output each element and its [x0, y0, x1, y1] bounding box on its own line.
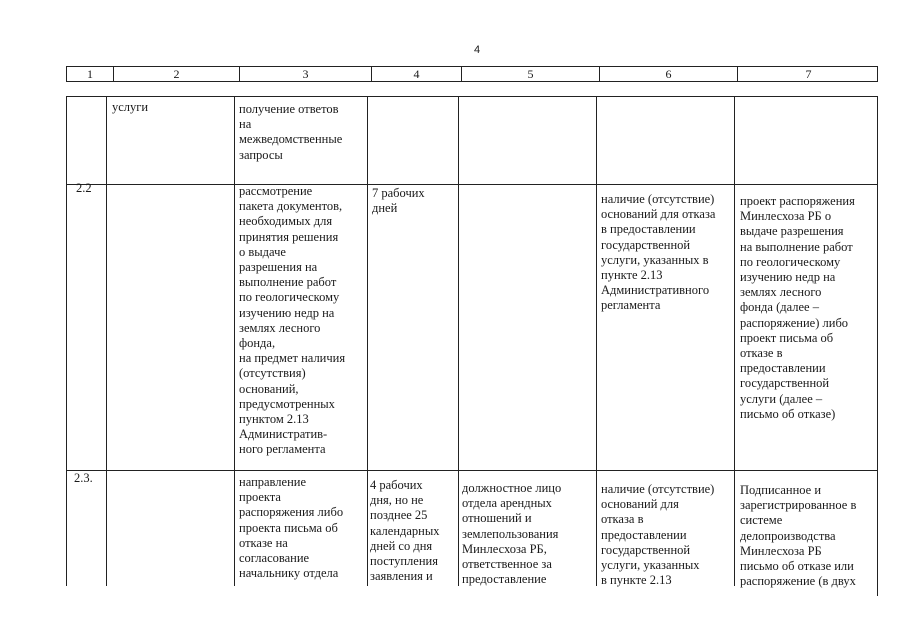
column-divider: [367, 96, 368, 586]
header-col-5: 5: [461, 67, 599, 81]
row3-col4: 4 рабочих дня, но не позднее 25 календарных дней со дня поступления заявления и: [370, 478, 440, 584]
column-number-header: [66, 66, 878, 82]
page-number: 4: [474, 44, 481, 56]
row-separator: [66, 470, 878, 471]
table-left-border: [66, 96, 67, 586]
row2-col7: проект распоряжения Минлесхоза РБ о выдаче разрешения на выполнение работ по геологическому изучению недр на землях лесного фонда (далее – распоряжение) либо проект письма об отказе в предоставлении государственной услуги (далее – письмо об отказе): [740, 194, 855, 421]
row2-number: 2.2: [76, 181, 92, 195]
column-divider: [106, 96, 107, 586]
header-col-1: 1: [87, 67, 93, 81]
column-divider: [734, 96, 735, 586]
row3-col5: должностное лицо отдела арендных отношений и землепользования Минлесхоза РБ, ответственное за предоставление: [462, 481, 562, 587]
row1-col2: услуги: [112, 100, 149, 114]
table-top-border: [66, 96, 878, 97]
row3-col7: Подписанное и зарегистрированное в системе делопроизводства Минлесхоза РБ письмо об отказе или распоряжение (в двух: [740, 483, 857, 589]
row3-col6: наличие (отсутствие) оснований для отказа в предоставлении государственной услуги, указанных в пункте 2.13: [601, 482, 715, 588]
column-divider: [596, 96, 597, 586]
row2-col6: наличие (отсутствие) оснований для отказа в предоставлении государственной услуги, указанных в пункте 2.13 Административного регламента: [601, 192, 716, 313]
row-separator: [66, 184, 878, 185]
row3-col3: направление проекта распоряжения либо проекта письма об отказе на согласование начальнику отдела: [239, 475, 344, 581]
column-divider: [234, 96, 235, 586]
row3-number: 2.3.: [74, 471, 93, 485]
header-col-4: 4: [371, 67, 461, 81]
row2-col4: 7 рабочих дней: [372, 186, 425, 216]
row2-col3: рассмотрение пакета документов, необходимых для принятия решения о выдаче разрешения на выполнение работ по геологическому изучению недр на землях лесного фонда, на предмет наличия (отсутствия) оснований, предусмотренных пунктом 2.13 Административ- ного регламента: [239, 184, 346, 457]
header-col-7: 7: [737, 67, 879, 81]
column-divider: [458, 96, 459, 586]
header-col-3: 3: [239, 67, 371, 81]
table-right-border: [877, 96, 878, 596]
row1-col3: получение ответов на межведомственные запросы: [239, 102, 343, 162]
header-col-6: 6: [599, 67, 737, 81]
header-col-2: 2: [113, 67, 239, 81]
